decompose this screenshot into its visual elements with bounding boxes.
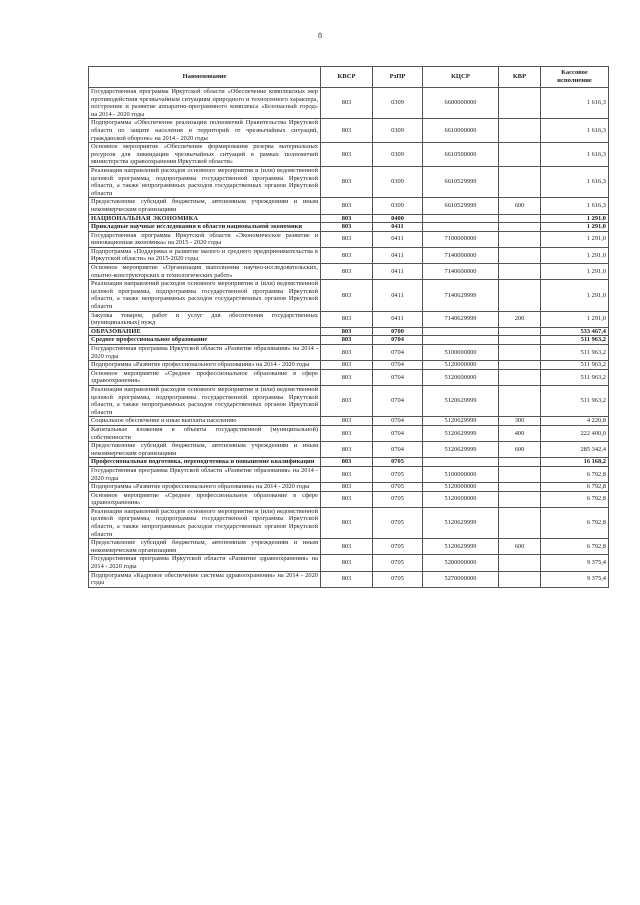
header-kvr: КВР [499, 67, 541, 88]
cell-kvsr: 803 [321, 491, 373, 507]
cell-name: ОБРАЗОВАНИЕ [89, 327, 321, 336]
cell-rzpr: 0704 [373, 442, 423, 458]
cell-name: Среднее профессиональное образование [89, 336, 321, 345]
cell-kcsr: 7140629999 [423, 311, 499, 327]
cell-name: Подпрограмма «Кадровое обеспечение системы здравоохранения» на 2014 - 2020 годы [89, 571, 321, 587]
table-row [89, 571, 609, 587]
cell-kvsr: 803 [321, 466, 373, 482]
cell-kcsr: 5100000000 [423, 466, 499, 482]
cell-rzpr: 0309 [373, 166, 423, 197]
cell-amount: 1 616,3 [541, 198, 609, 214]
cell-amount: 1 616,3 [541, 119, 609, 143]
cell-kvsr: 803 [321, 311, 373, 327]
cell-name: Государственная программа Иркутской области «Развитие образования» на 2014 - 2020 годы [89, 345, 321, 361]
cell-amount: 511 963,2 [541, 385, 609, 416]
header-rzpr: РзПР [373, 67, 423, 88]
cell-rzpr: 0704 [373, 425, 423, 441]
cell-kcsr: 6610529999 [423, 198, 499, 214]
table-row [89, 442, 609, 458]
cell-amount: 1 291,0 [541, 247, 609, 263]
cell-kvsr: 803 [321, 247, 373, 263]
cell-amount: 511 963,2 [541, 345, 609, 361]
cell-kvr [499, 247, 541, 263]
cell-name: Реализация направлений расходов основного мероприятия и (или) ведомственной целевой программы, подпрограммы государственной программы Иркутской области, а также непрограммных расходов государственных органов Иркутской области [89, 385, 321, 416]
cell-name: Основное мероприятие «Среднее профессиональное образование в сфере здравоохранения» [89, 491, 321, 507]
cell-kcsr: 5120629999 [423, 507, 499, 538]
cell-kcsr: 7140600000 [423, 264, 499, 280]
cell-kvsr: 803 [321, 483, 373, 492]
cell-kcsr: 7140000000 [423, 247, 499, 263]
cell-kvr [499, 571, 541, 587]
cell-kvsr: 803 [321, 198, 373, 214]
cell-kvr [499, 345, 541, 361]
cell-name: Подпрограмма «Обеспечение реализации полномочий Правительства Иркутской области по защите населения и территорий от чрезвычайных ситуаций, гражданской обороне» на 2014 - 2020 годы [89, 119, 321, 143]
cell-kcsr: 5120600000 [423, 369, 499, 385]
cell-amount: 16 168,2 [541, 458, 609, 467]
cell-kvsr: 803 [321, 385, 373, 416]
cell-name: Прикладные научные исследования в области национальной экономики [89, 223, 321, 232]
table-row [89, 214, 609, 223]
cell-kcsr: 6610500000 [423, 143, 499, 167]
cell-rzpr: 0400 [373, 214, 423, 223]
cell-rzpr: 0411 [373, 247, 423, 263]
table-row [89, 311, 609, 327]
cell-kcsr: 5270000000 [423, 571, 499, 587]
table-row [89, 425, 609, 441]
cell-rzpr: 0309 [373, 198, 423, 214]
table-row [89, 539, 609, 555]
cell-kvr [499, 143, 541, 167]
cell-kcsr [423, 327, 499, 336]
cell-rzpr: 0309 [373, 143, 423, 167]
cell-kcsr: 7100000000 [423, 231, 499, 247]
cell-kvr [499, 336, 541, 345]
cell-kvr [499, 466, 541, 482]
cell-name: Реализация направлений расходов основного мероприятия и (или) ведомственной целевой программы, подпрограммы государственной программы Иркутской области, а также непрограммных расходов государственных органов Иркутской области [89, 166, 321, 197]
cell-name: Профессиональная подготовка, переподготовка и повышение квалификации [89, 458, 321, 467]
table-row [89, 88, 609, 119]
table-row [89, 264, 609, 280]
cell-kvsr: 803 [321, 361, 373, 370]
cell-kvsr: 803 [321, 166, 373, 197]
cell-kvr [499, 483, 541, 492]
cell-amount: 9 375,4 [541, 555, 609, 571]
cell-kcsr: 5120629999 [423, 425, 499, 441]
cell-kcsr: 5120600000 [423, 491, 499, 507]
table-row [89, 361, 609, 370]
cell-name: Подпрограмма «Поддержка и развитие малого и среднего предпринимательства в Иркутской области» на 2015-2020 годы [89, 247, 321, 263]
cell-kvr [499, 385, 541, 416]
cell-kcsr [423, 223, 499, 232]
cell-amount: 6 792,8 [541, 507, 609, 538]
cell-name: Основное мероприятие «Среднее профессиональное образование в сфере здравоохранения» [89, 369, 321, 385]
cell-rzpr: 0705 [373, 571, 423, 587]
table-row [89, 143, 609, 167]
cell-kvr: 600 [499, 198, 541, 214]
cell-name: Предоставление субсидий бюджетным, автономным учреждениям и иным некоммерческим организациям [89, 539, 321, 555]
cell-kcsr: 6610529999 [423, 166, 499, 197]
table-row [89, 369, 609, 385]
cell-rzpr: 0704 [373, 345, 423, 361]
cell-kvr [499, 264, 541, 280]
cell-kvsr: 803 [321, 417, 373, 426]
cell-kcsr: 5120629999 [423, 539, 499, 555]
cell-rzpr: 0705 [373, 483, 423, 492]
cell-kvsr: 803 [321, 327, 373, 336]
cell-rzpr: 0704 [373, 417, 423, 426]
cell-kvr [499, 361, 541, 370]
cell-rzpr: 0705 [373, 491, 423, 507]
cell-kvsr: 803 [321, 88, 373, 119]
table-body [89, 88, 609, 588]
cell-name: Государственная программа Иркутской области «Развитие образования» на 2014 - 2020 годы [89, 466, 321, 482]
cell-kcsr: 5120000000 [423, 483, 499, 492]
budget-table [88, 66, 609, 588]
cell-kvr [499, 214, 541, 223]
cell-kvsr: 803 [321, 336, 373, 345]
cell-name: Подпрограмма «Развитие профессионального образования» на 2014 - 2020 годы [89, 361, 321, 370]
cell-kcsr: 5120629999 [423, 417, 499, 426]
table-row [89, 458, 609, 467]
cell-amount: 222 400,0 [541, 425, 609, 441]
table-row [89, 336, 609, 345]
table-row [89, 385, 609, 416]
cell-kcsr: 5120000000 [423, 361, 499, 370]
cell-amount: 4 220,8 [541, 417, 609, 426]
cell-kcsr: 6610000000 [423, 119, 499, 143]
cell-amount: 1 291,0 [541, 223, 609, 232]
cell-kcsr: 6600000000 [423, 88, 499, 119]
table-row [89, 466, 609, 482]
cell-kvr [499, 327, 541, 336]
table-row [89, 417, 609, 426]
cell-rzpr: 0309 [373, 119, 423, 143]
cell-name: Государственная программа Иркутской области «Экономическое развитие и инновационная экономика» на 2015 - 2020 годы [89, 231, 321, 247]
cell-amount: 1 616,3 [541, 88, 609, 119]
cell-name: Основное мероприятие «Организация выполнения научно-исследовательских, опытно-конструкторских и технологических работ» [89, 264, 321, 280]
cell-kvsr: 803 [321, 231, 373, 247]
cell-kcsr: 5120629999 [423, 442, 499, 458]
cell-rzpr: 0704 [373, 385, 423, 416]
cell-amount: 1 291,0 [541, 264, 609, 280]
cell-amount: 1 291,0 [541, 214, 609, 223]
cell-amount: 1 616,3 [541, 166, 609, 197]
cell-name: Государственная программа Иркутской области «Обеспечение комплексных мер противодействия чрезвычайным ситуациям природного и техногенного характера, построение и развитие аппаратно-программного комплекса «Безопасный город» на 2014 - 2020 годы [89, 88, 321, 119]
header-kvsr: КВСР [321, 67, 373, 88]
cell-amount: 1 616,3 [541, 143, 609, 167]
cell-amount: 511 963,2 [541, 369, 609, 385]
cell-amount: 6 792,8 [541, 539, 609, 555]
cell-rzpr: 0411 [373, 311, 423, 327]
cell-rzpr: 0411 [373, 231, 423, 247]
header-amount: Кассовое исполнение [541, 67, 609, 88]
cell-kvr [499, 231, 541, 247]
cell-name: Государственная программа Иркутской области «Развитие здравоохранения» на 2014 - 2020 годы [89, 555, 321, 571]
cell-amount: 6 792,8 [541, 483, 609, 492]
header-kcsr: КЦСР [423, 67, 499, 88]
cell-amount: 9 375,4 [541, 571, 609, 587]
table-header-row [89, 67, 609, 88]
cell-kvsr: 803 [321, 143, 373, 167]
table-row [89, 247, 609, 263]
cell-kvsr: 803 [321, 369, 373, 385]
cell-amount: 6 792,8 [541, 491, 609, 507]
cell-rzpr: 0704 [373, 369, 423, 385]
cell-kvsr: 803 [321, 425, 373, 441]
table-row [89, 119, 609, 143]
cell-kcsr: 7140629999 [423, 280, 499, 311]
cell-amount: 511 963,2 [541, 336, 609, 345]
table-row [89, 483, 609, 492]
cell-kvr [499, 119, 541, 143]
cell-rzpr: 0705 [373, 458, 423, 467]
cell-rzpr: 0704 [373, 361, 423, 370]
table-row [89, 198, 609, 214]
cell-kvr [499, 88, 541, 119]
table-row [89, 280, 609, 311]
cell-kcsr [423, 458, 499, 467]
table-row [89, 231, 609, 247]
cell-rzpr: 0705 [373, 466, 423, 482]
cell-name: НАЦИОНАЛЬНАЯ ЭКОНОМИКА [89, 214, 321, 223]
cell-kvsr: 803 [321, 507, 373, 538]
cell-kvsr: 803 [321, 571, 373, 587]
cell-kvr [499, 555, 541, 571]
cell-amount: 511 963,2 [541, 361, 609, 370]
cell-amount: 1 291,0 [541, 280, 609, 311]
cell-kvr [499, 369, 541, 385]
cell-name: Подпрограмма «Развитие профессионального образования» на 2014 - 2020 годы [89, 483, 321, 492]
table-row [89, 345, 609, 361]
cell-name: Предоставление субсидий бюджетным, автономным учреждениям и иным некоммерческим организациям [89, 198, 321, 214]
cell-kvsr: 803 [321, 539, 373, 555]
cell-name: Капитальные вложения в объекты государственной (муниципальной) собственности [89, 425, 321, 441]
table-row [89, 327, 609, 336]
cell-kvsr: 803 [321, 442, 373, 458]
cell-amount: 1 291,0 [541, 231, 609, 247]
cell-amount: 1 291,0 [541, 311, 609, 327]
cell-kvsr: 803 [321, 458, 373, 467]
table-row [89, 166, 609, 197]
cell-kvr [499, 280, 541, 311]
cell-kvr: 200 [499, 311, 541, 327]
cell-kcsr [423, 214, 499, 223]
cell-kvsr: 803 [321, 555, 373, 571]
cell-kvr: 600 [499, 539, 541, 555]
cell-rzpr: 0309 [373, 88, 423, 119]
cell-name: Реализация направлений расходов основного мероприятия и (или) ведомственной целевой программы, подпрограммы государственной программы Иркутской области, а также непрограммных расходов государственных органов Иркутской области [89, 507, 321, 538]
table-row [89, 223, 609, 232]
cell-kvsr: 803 [321, 280, 373, 311]
cell-rzpr: 0705 [373, 539, 423, 555]
cell-kvr [499, 166, 541, 197]
header-name: Наименование [89, 67, 321, 88]
cell-name: Реализация направлений расходов основного мероприятия и (или) ведомственной целевой программы, подпрограммы государственной программы Иркутской области, а также непрограммных расходов государственных органов Иркутской области [89, 280, 321, 311]
cell-rzpr: 0411 [373, 264, 423, 280]
cell-kvr: 600 [499, 442, 541, 458]
cell-name: Социальное обеспечение и иные выплаты населению [89, 417, 321, 426]
cell-rzpr: 0705 [373, 507, 423, 538]
table-row [89, 555, 609, 571]
cell-rzpr: 0411 [373, 223, 423, 232]
cell-kvsr: 803 [321, 264, 373, 280]
cell-kvsr: 803 [321, 223, 373, 232]
cell-kvr [499, 458, 541, 467]
cell-kvr [499, 491, 541, 507]
cell-kcsr: 5200000000 [423, 555, 499, 571]
cell-amount: 6 792,8 [541, 466, 609, 482]
table-row [89, 507, 609, 538]
cell-kvr [499, 507, 541, 538]
cell-kvr: 400 [499, 425, 541, 441]
cell-rzpr: 0704 [373, 336, 423, 345]
cell-kcsr: 5100000000 [423, 345, 499, 361]
cell-rzpr: 0705 [373, 555, 423, 571]
cell-name: Закупка товаров, работ и услуг для обеспечения государственных (муниципальных) нужд [89, 311, 321, 327]
cell-kvr [499, 223, 541, 232]
cell-kvsr: 803 [321, 214, 373, 223]
cell-rzpr: 0411 [373, 280, 423, 311]
cell-kvsr: 803 [321, 119, 373, 143]
table-row [89, 491, 609, 507]
cell-rzpr: 0700 [373, 327, 423, 336]
cell-name: Предоставление субсидий бюджетным, автономным учреждениям и иным некоммерческим организациям [89, 442, 321, 458]
cell-kcsr: 5120629999 [423, 385, 499, 416]
cell-amount: 533 467,4 [541, 327, 609, 336]
cell-kvr: 300 [499, 417, 541, 426]
cell-name: Основное мероприятие «Обеспечение формирования резерва материальных ресурсов для ликвидации чрезвычайных ситуаций в рамках полномочий министерства здравоохранения Иркутской области» [89, 143, 321, 167]
page-number: 8 [318, 31, 322, 40]
cell-kvsr: 803 [321, 345, 373, 361]
cell-amount: 285 342,4 [541, 442, 609, 458]
cell-kcsr [423, 336, 499, 345]
